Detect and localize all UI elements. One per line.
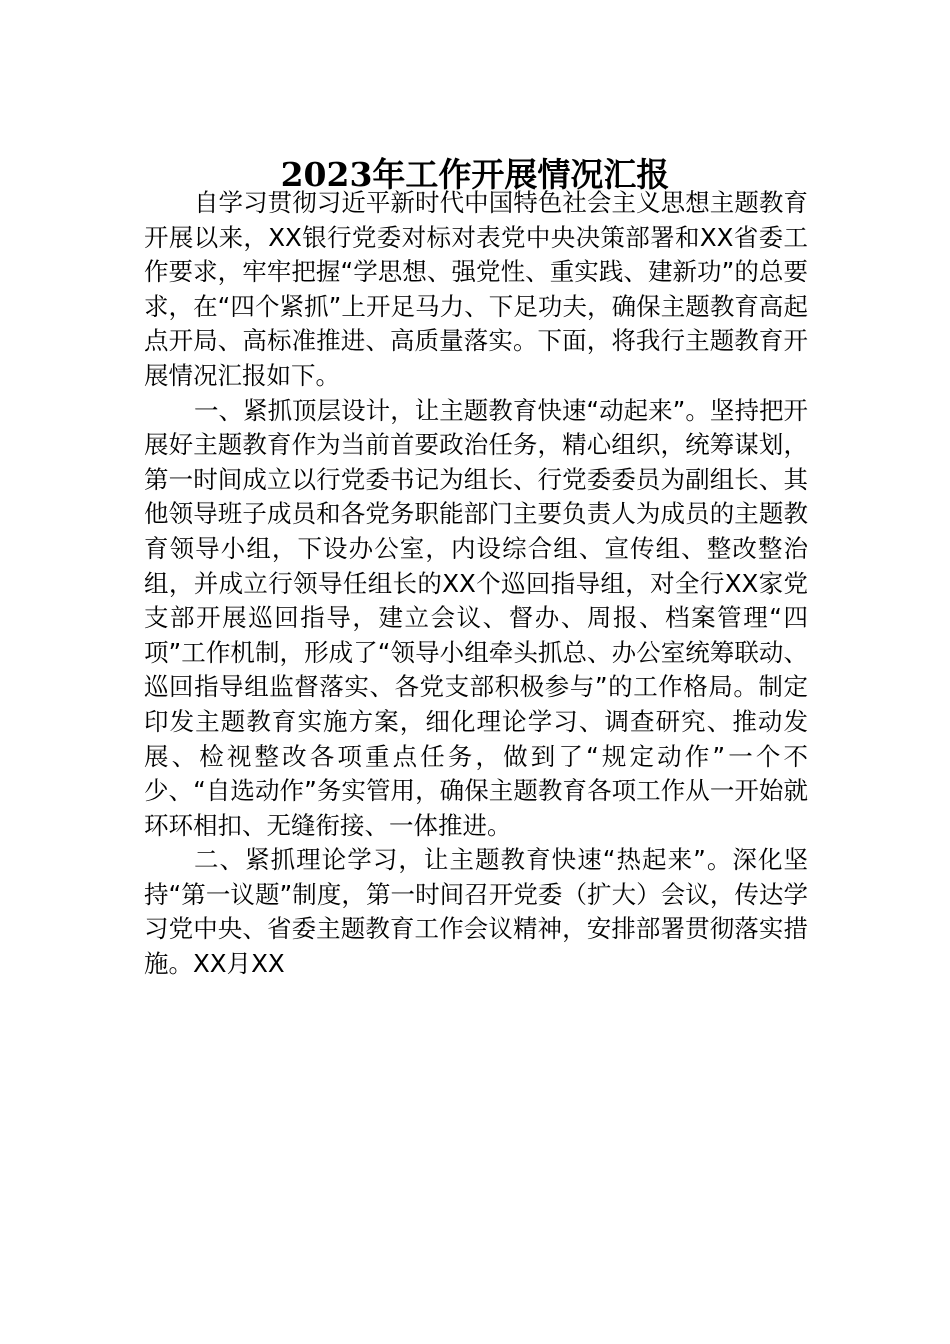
paragraph-section-two: 二、紧抓理论学习，让主题教育快速“热起来”。深化坚持“第一议题”制度，第一时间召开党委（扩大）会议，传达学习党中央、省委主题教育工作会议精神，安排部署贯彻落实措施。XX月XX bbox=[144, 845, 808, 979]
document-body bbox=[144, 186, 808, 982]
paragraph-intro: 自学习贯彻习近平新时代中国特色社会主义思想主题教育开展以来，XX银行党委对标对表党中央决策部署和XX省委工作要求，牢牢把握“学思想、强党性、重实践、建新功”的总要求，在“四个紧抓”上开足马力、下足功夫，确保主题教育高起点开局、高标准推进、高质量落实。下面，将我行主题教育开展情况汇报如下。 bbox=[144, 188, 808, 390]
document-title: 2023年工作开展情况汇报 bbox=[280, 155, 670, 195]
paragraph-section-one: 一、紧抓顶层设计，让主题教育快速“动起来”。坚持把开展好主题教育作为当前首要政治任务，精心组织，统筹谋划，第一时间成立以行党委书记为组长、行党委委员为副组长、其他领导班子成员和各党务职能部门主要负责人为成员的主题教育领导小组，下设办公室，内设综合组、宣传组、整改整治组，并成立行领导任组长的XX个巡回指导组，对全行XX家党支部开展巡回指导，建立会议、督办、周报、档案管理“四项”工作机制，形成了“领导小组牵头抓总、办公室统筹联动、巡回指导组监督落实、各党支部积极参与”的工作格局。制定印发主题教育实施方案，细化理论学习、调查研究、推动发展、检视整改各项重点任务，做到了“规定动作”一个不少、“自选动作”务实管用，确保主题教育各项工作从一开始就环环相扣、无缝衔接、一体推进。 bbox=[144, 395, 808, 840]
